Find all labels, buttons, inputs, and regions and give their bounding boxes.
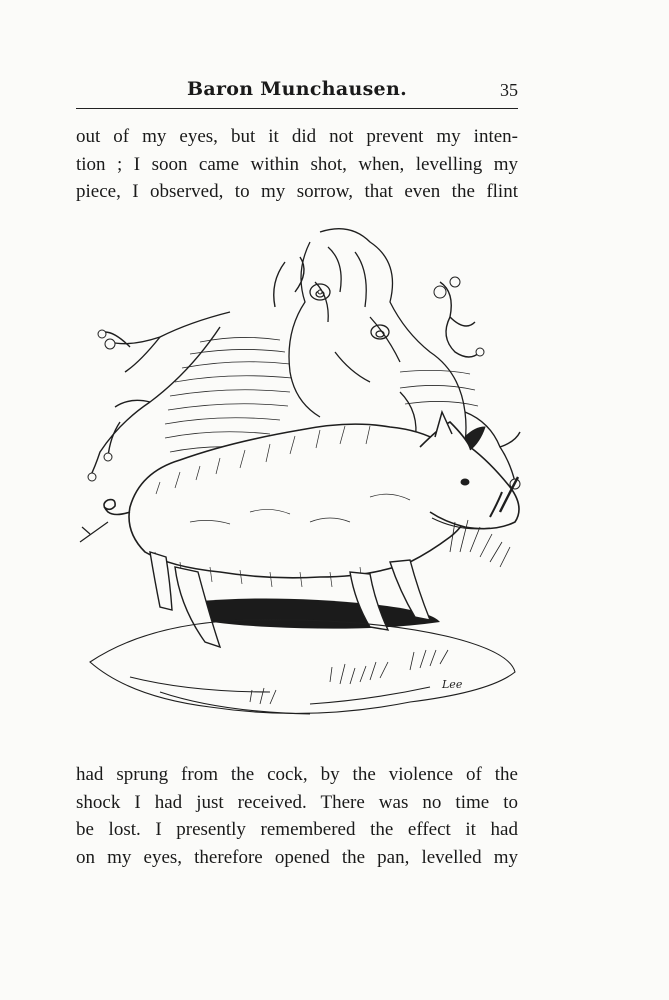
running-title: Baron Munchausen.	[187, 78, 407, 100]
paragraph-after-illustration	[76, 761, 518, 871]
text-line: out of my eyes, but it did not prevent my inten-	[76, 126, 518, 147]
text-line: shock I had just received. There was no time to	[76, 791, 518, 813]
text-line: had sprung from the cock, by the violence of the	[76, 764, 518, 785]
ground-shadow	[190, 598, 440, 628]
ground	[90, 620, 515, 714]
header-rule	[76, 108, 518, 109]
text-line: be lost. I presently remembered the effect it had	[76, 819, 518, 840]
boar-tail	[104, 500, 130, 515]
text-line: piece, I observed, to my sorrow, that even the flint	[76, 181, 518, 202]
text-line: tion ; I soon came within shot, when, levelling my	[76, 153, 518, 175]
running-head	[76, 78, 518, 102]
artist-signature: Lee	[442, 678, 463, 691]
paragraph-before-illustration	[76, 123, 518, 206]
page-number: 35	[500, 80, 518, 100]
boar-head	[420, 412, 519, 529]
boar-illustration	[70, 222, 525, 737]
boar-engraving	[70, 222, 525, 737]
tail-tuft	[80, 522, 108, 542]
text-line: on my eyes, therefore opened the pan, levelled my	[76, 846, 518, 868]
